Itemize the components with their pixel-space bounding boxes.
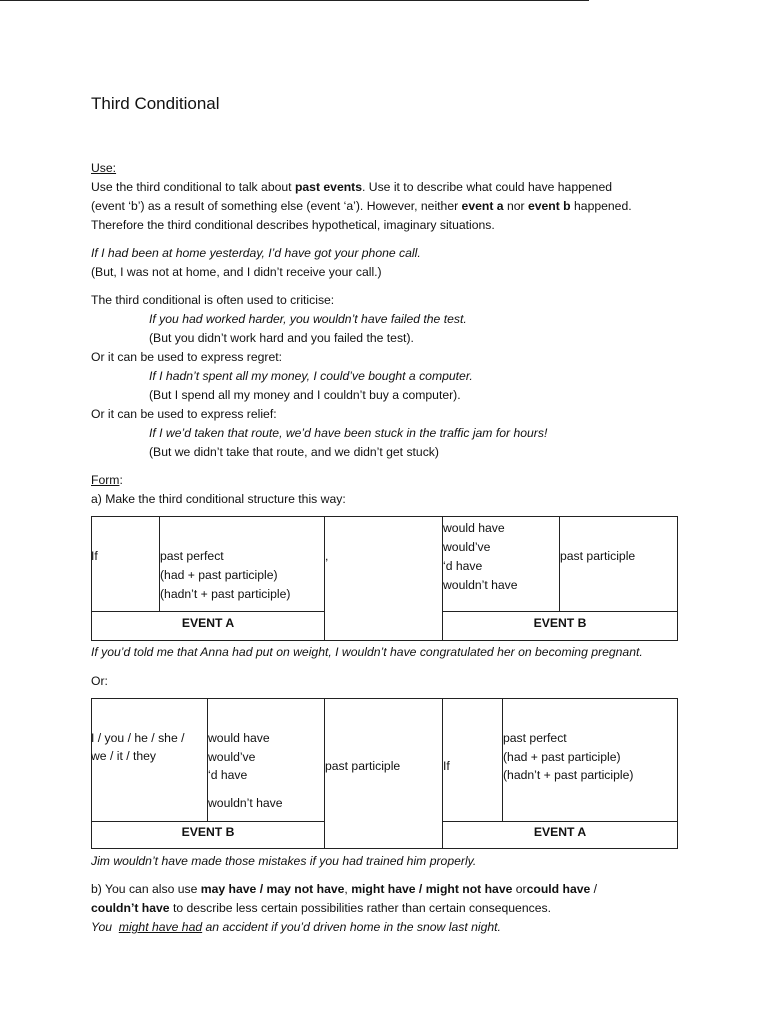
table-2-would-have: would have: [208, 731, 270, 745]
table-2-subjects-cont: we / it / they: [91, 749, 157, 763]
table-1-had-pp: (had + past participle): [160, 568, 278, 582]
table-1-d-have: ‘d have: [443, 559, 483, 573]
criticise-example: If you had worked harder, you wouldn’t have failed the test.: [149, 312, 467, 326]
relief-intro: Or it can be used to express relief:: [91, 407, 277, 421]
example-1-note: (But, I was not at home, and I didn’t receive your call.): [91, 265, 382, 279]
table-2-past-participle: past participle: [325, 759, 401, 773]
form-b-line-2: couldn’t have to describe less certain possibilities rather than certain consequences.: [91, 901, 551, 915]
form-b-example: You might have had an accident if you’d driven home in the snow last night.: [91, 920, 501, 934]
form-a-intro: a) Make the third conditional structure this way:: [91, 492, 346, 506]
table-1-would-have: would have: [443, 521, 505, 535]
criticise-note: (But you didn’t work hard and you failed the test).: [149, 331, 414, 345]
table-2-event-b-label: EVENT B: [181, 825, 235, 839]
table-2-wouldnt-have: wouldn’t have: [208, 796, 283, 810]
table-2-event-a-label: EVENT A: [533, 825, 587, 839]
table-2-divider: [91, 821, 325, 822]
use-paragraph-line-1: Use the third conditional to talk about past events. Use it to describe what could have happened: [91, 180, 613, 194]
table-1-event-a-label: EVENT A: [181, 616, 235, 630]
relief-example: If I we’d taken that route, we’d have been stuck in the traffic jam for hours!: [149, 426, 548, 440]
table-1-past-perfect: past perfect: [160, 549, 224, 563]
table-1-divider: [442, 611, 678, 612]
regret-example: If I hadn’t spent all my money, I could’ve bought a computer.: [149, 369, 473, 383]
table-1-hadnt-pp: (hadn’t + past participle): [160, 587, 291, 601]
title-divider: [0, 0, 589, 1]
table-2-past-perfect: past perfect: [503, 731, 567, 745]
table-1-wouldnt-have: wouldn’t have: [443, 578, 518, 592]
use-heading: Use:: [91, 161, 117, 175]
table-1-if: If: [91, 549, 98, 563]
or-label: Or:: [91, 674, 108, 688]
use-paragraph-line-3: Therefore the third conditional describes hypothetical, imaginary situations.: [91, 218, 495, 232]
form-b-line-1: b) You can also use may have / may not have, might have / might not have orcould have /: [91, 882, 598, 896]
table-1-divider: [91, 611, 325, 612]
use-paragraph-line-2: (event ‘b’) as a result of something else (event ‘a’). However, neither event a nor event b happened.: [91, 199, 632, 213]
page-title: Third Conditional: [91, 94, 220, 113]
form-heading: Form:: [91, 473, 123, 487]
table-2-if: If: [443, 759, 450, 773]
regret-intro: Or it can be used to express regret:: [91, 350, 283, 364]
table-2-wouldve: would’ve: [208, 750, 256, 764]
example-b: Jim wouldn’t have made those mistakes if you had trained him properly.: [91, 854, 477, 868]
example-1: If I had been at home yesterday, I’d have got your phone call.: [91, 246, 421, 260]
table-2-subjects: I / you / he / she /: [91, 731, 185, 745]
table-2-hadnt-pp: (hadn’t + past participle): [503, 768, 634, 782]
relief-note: (But we didn’t take that route, and we didn’t get stuck): [149, 445, 439, 459]
table-1-event-b-label: EVENT B: [533, 616, 587, 630]
criticise-intro: The third conditional is often used to criticise:: [91, 293, 335, 307]
table-1-comma: ,: [325, 549, 329, 563]
example-a: If you’d told me that Anna had put on weight, I wouldn’t have congratulated her on becoming pregnant.: [91, 645, 643, 659]
table-2-divider: [442, 821, 678, 822]
table-2-had-pp: (had + past participle): [503, 750, 621, 764]
table-1-wouldve: would’ve: [443, 540, 491, 554]
table-1-past-participle: past participle: [560, 549, 636, 563]
table-2-d-have: ‘d have: [208, 768, 248, 782]
regret-note: (But I spend all my money and I couldn’t buy a computer).: [149, 388, 461, 402]
